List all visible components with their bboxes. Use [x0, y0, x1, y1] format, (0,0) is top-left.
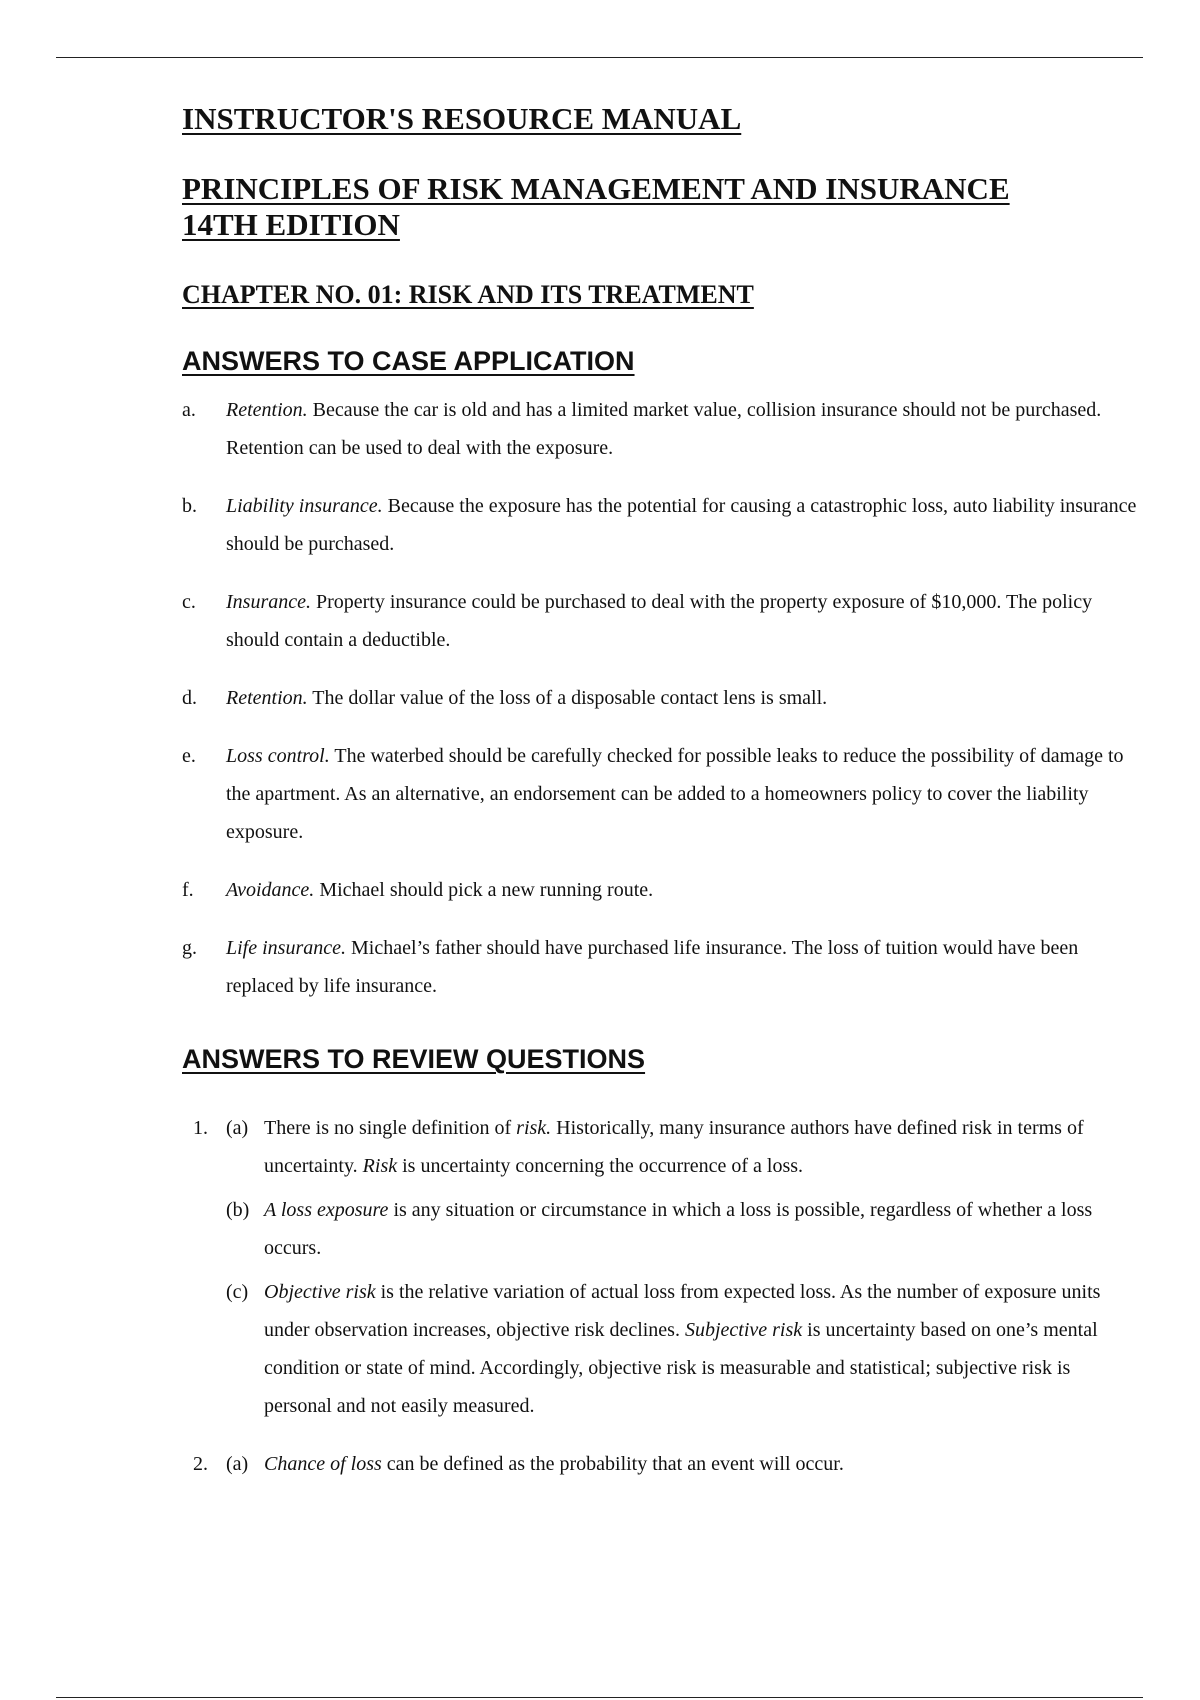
part-label: (c) — [226, 1281, 249, 1303]
case-answer-d — [182, 679, 1142, 717]
item-letter: d. — [182, 687, 197, 709]
review-answer-list — [182, 1109, 1142, 1483]
question-1-part-b — [182, 1191, 1142, 1267]
item-letter: c. — [182, 591, 196, 613]
item-term: Life insurance. — [226, 937, 346, 959]
case-answer-a — [182, 391, 1142, 467]
part-text: is uncertainty based on one’s mental condition or state of mind. Accordingly, objective risk is measurable and statistical; subjective risk is personal and not easily measured. — [264, 1319, 1098, 1417]
review-question-2 — [182, 1445, 1142, 1483]
item-text: Michael’s father should have purchased life insurance. The loss of tuition would have been replaced by life insurance. — [226, 937, 1079, 997]
book-title — [182, 171, 1142, 243]
item-text: Because the exposure has the potential for causing a catastrophic loss, auto liability insurance should be purchased. — [226, 495, 1137, 555]
question-2-part-a — [182, 1445, 1142, 1483]
item-text: The waterbed should be carefully checked for possible leaks to reduce the possibility of damage to the apartment. As an alternative, an endorsement can be added to a homeowners policy to cover the liability exposure. — [226, 745, 1124, 843]
part-italic: A loss exposure — [264, 1199, 389, 1221]
case-answer-f — [182, 871, 1142, 909]
item-term: Liability insurance. — [226, 495, 383, 517]
question-1-part-a — [182, 1109, 1142, 1185]
part-italic: Risk — [362, 1155, 398, 1177]
case-application-heading: ANSWERS TO CASE APPLICATION — [182, 346, 635, 376]
part-text: is the relative variation of actual loss from expected loss. As the number of exposure units under observation increases, objective risk declines. — [264, 1281, 1101, 1341]
item-text: The dollar value of the loss of a disposable contact lens is small. — [307, 687, 828, 709]
case-answer-list — [182, 391, 1142, 1005]
item-term: Retention. — [226, 399, 308, 421]
manual-title: INSTRUCTOR'S RESOURCE MANUAL — [182, 101, 742, 136]
part-italic: Objective risk — [264, 1281, 376, 1303]
part-label: (b) — [226, 1199, 250, 1221]
question-1-part-c — [182, 1273, 1142, 1425]
case-answer-b — [182, 487, 1142, 563]
bottom-rule — [56, 1697, 1143, 1698]
item-text: Property insurance could be purchased to deal with the property exposure of $10,000. The policy should contain a deductible. — [226, 591, 1093, 651]
item-term: Avoidance. — [226, 879, 315, 901]
item-text: Because the car is old and has a limited market value, collision insurance should not be purchased. Retention can be used to deal with the exposure. — [226, 399, 1102, 459]
part-text: is uncertainty concerning the occurrence of a loss. — [397, 1155, 804, 1177]
item-letter: g. — [182, 937, 197, 959]
item-term: Retention. — [226, 687, 308, 709]
book-title-line1: PRINCIPLES OF RISK MANAGEMENT AND INSURANCE — [182, 171, 1010, 206]
item-term: Loss control. — [226, 745, 330, 767]
item-letter: a. — [182, 399, 196, 421]
case-answer-e — [182, 737, 1142, 851]
book-title-line2: 14TH EDITION — [182, 207, 400, 242]
item-letter: b. — [182, 495, 197, 517]
part-text: can be defined as the probability that an event will occur. — [381, 1453, 844, 1475]
case-answer-c — [182, 583, 1142, 659]
part-label: (a) — [226, 1117, 249, 1139]
review-questions-heading: ANSWERS TO REVIEW QUESTIONS — [182, 1044, 646, 1074]
part-label: (a) — [226, 1453, 249, 1475]
item-letter: f. — [182, 879, 194, 901]
part-italic: risk. — [516, 1117, 552, 1139]
document-body — [182, 100, 1142, 1503]
chapter-title: CHAPTER NO. 01: RISK AND ITS TREATMENT — [182, 280, 754, 309]
question-number: 1. — [193, 1117, 208, 1139]
question-number: 2. — [193, 1453, 208, 1475]
part-italic: Chance of loss — [264, 1453, 382, 1475]
part-text: There is no single definition of — [264, 1117, 517, 1139]
item-text: Michael should pick a new running route. — [314, 879, 654, 901]
case-answer-g — [182, 929, 1142, 1005]
item-letter: e. — [182, 745, 196, 767]
item-term: Insurance. — [226, 591, 311, 613]
part-text: is any situation or circumstance in which a loss is possible, regardless of whether a loss occurs. — [264, 1199, 1093, 1259]
top-rule — [56, 57, 1143, 58]
review-question-1 — [182, 1109, 1142, 1425]
part-text: Historically, many insurance authors have defined risk in terms of uncertainty. — [264, 1117, 1084, 1177]
part-italic: Subjective risk — [684, 1319, 803, 1341]
